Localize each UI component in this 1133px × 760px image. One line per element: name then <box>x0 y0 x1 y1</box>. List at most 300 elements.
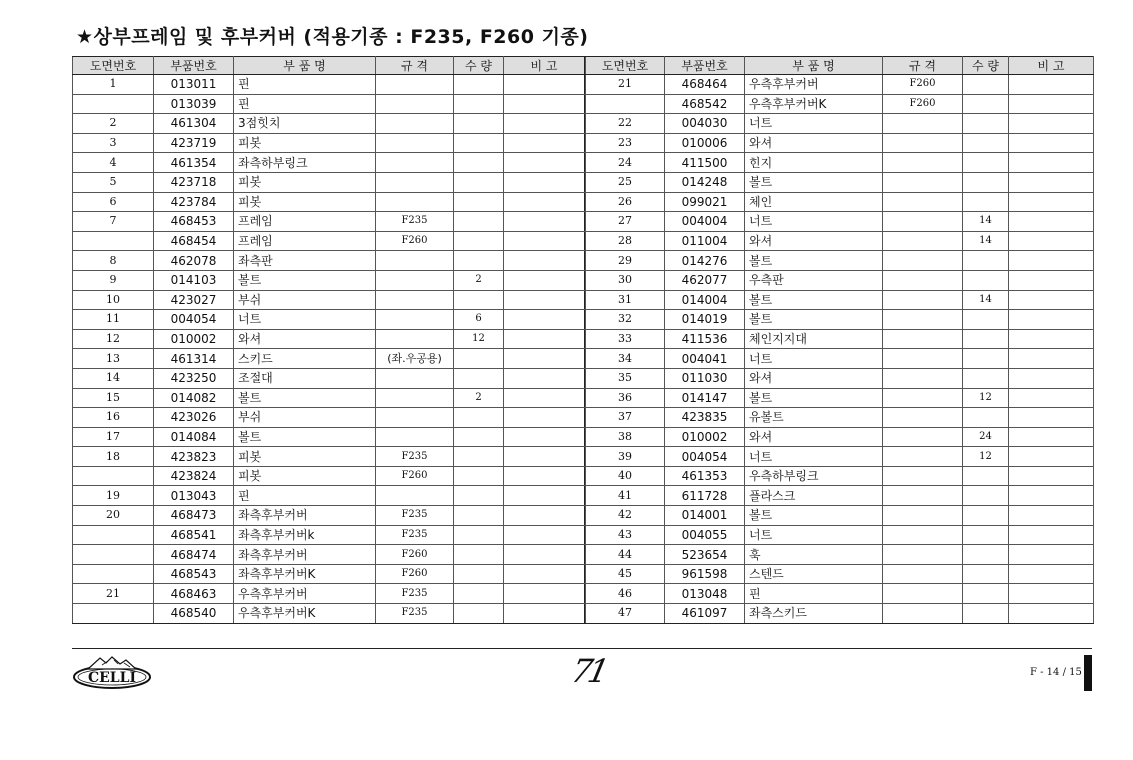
part-no-cell: 468454 <box>154 231 234 251</box>
part-no-cell: 011030 <box>665 368 745 388</box>
part-name-cell: 볼트 <box>745 506 883 526</box>
table-row <box>586 466 1094 486</box>
spec-cell: F235 <box>376 212 454 232</box>
drawing-no-cell: 16 <box>73 408 154 428</box>
footer-divider <box>72 648 1092 649</box>
part-no-cell: 423719 <box>154 133 234 153</box>
drawing-no-cell: 7 <box>73 212 154 232</box>
part-no-cell: 462077 <box>665 270 745 290</box>
remark-cell <box>504 75 585 95</box>
table-header-row <box>586 57 1094 75</box>
part-no-cell: 014248 <box>665 172 745 192</box>
spec-cell <box>883 310 963 330</box>
drawing-no-cell: 1 <box>73 75 154 95</box>
part-name-cell: 볼트 <box>745 388 883 408</box>
part-no-cell: 468473 <box>154 506 234 526</box>
drawing-no-cell: 40 <box>586 466 665 486</box>
remark-cell <box>1009 564 1094 584</box>
spec-cell <box>883 368 963 388</box>
qty-cell <box>963 506 1009 526</box>
part-no-cell: 014147 <box>665 388 745 408</box>
remark-cell <box>1009 368 1094 388</box>
drawing-no-cell <box>73 466 154 486</box>
remark-cell <box>1009 270 1094 290</box>
drawing-no-cell: 6 <box>73 192 154 212</box>
drawing-no-cell: 2 <box>73 114 154 134</box>
part-name-cell: 체인 <box>745 192 883 212</box>
table-row <box>73 584 585 604</box>
part-name-cell: 볼트 <box>745 172 883 192</box>
qty-cell <box>454 114 504 134</box>
part-name-cell: 플라스크 <box>745 486 883 506</box>
part-name-cell: 3점힛치 <box>234 114 376 134</box>
header-part-no: 부품번호 <box>154 57 234 75</box>
qty-cell <box>963 94 1009 114</box>
part-name-cell: 너트 <box>745 212 883 232</box>
qty-cell <box>454 466 504 486</box>
spec-cell <box>883 290 963 310</box>
spec-cell <box>883 545 963 565</box>
qty-cell <box>963 75 1009 95</box>
part-no-cell: 004055 <box>665 525 745 545</box>
qty-cell: 2 <box>454 270 504 290</box>
part-no-cell: 004054 <box>665 447 745 467</box>
table-row <box>586 329 1094 349</box>
remark-cell <box>504 525 585 545</box>
edge-bar <box>1084 655 1092 691</box>
spec-cell: F260 <box>376 466 454 486</box>
header-part-name: 부 품 명 <box>745 57 883 75</box>
table-row <box>73 133 585 153</box>
qty-cell <box>454 408 504 428</box>
part-no-cell: 462078 <box>154 251 234 271</box>
spec-cell <box>883 349 963 369</box>
page-title: ★상부프레임 및 후부커버 (적용기종 : F235, F260 기종) <box>76 26 589 48</box>
remark-cell <box>1009 172 1094 192</box>
drawing-no-cell: 47 <box>586 604 665 624</box>
drawing-no-cell: 10 <box>73 290 154 310</box>
parts-table-left-body <box>73 75 585 624</box>
qty-cell <box>454 75 504 95</box>
qty-cell <box>963 251 1009 271</box>
remark-cell <box>504 427 585 447</box>
spec-cell <box>883 564 963 584</box>
part-name-cell: 좌측후부커버K <box>234 564 376 584</box>
part-no-cell: 468464 <box>665 75 745 95</box>
qty-cell <box>454 212 504 232</box>
part-name-cell: 핀 <box>745 584 883 604</box>
table-row <box>73 486 585 506</box>
drawing-no-cell <box>586 94 665 114</box>
spec-cell <box>883 192 963 212</box>
remark-cell <box>504 153 585 173</box>
part-name-cell: 피봇 <box>234 172 376 192</box>
remark-cell <box>1009 153 1094 173</box>
spec-cell: F260 <box>376 545 454 565</box>
part-name-cell: 우측후부커버K <box>745 94 883 114</box>
spec-cell <box>376 192 454 212</box>
header-drawing-no: 도면번호 <box>73 57 154 75</box>
qty-cell: 14 <box>963 231 1009 251</box>
remark-cell <box>1009 212 1094 232</box>
header-spec: 규 격 <box>376 57 454 75</box>
part-name-cell: 와셔 <box>745 368 883 388</box>
drawing-no-cell: 20 <box>73 506 154 526</box>
part-name-cell: 너트 <box>745 349 883 369</box>
qty-cell: 6 <box>454 310 504 330</box>
part-name-cell: 볼트 <box>745 310 883 330</box>
remark-cell <box>504 329 585 349</box>
drawing-no-cell: 11 <box>73 310 154 330</box>
part-no-cell: 611728 <box>665 486 745 506</box>
part-name-cell: 너트 <box>745 114 883 134</box>
drawing-no-cell <box>73 94 154 114</box>
part-no-cell: 013011 <box>154 75 234 95</box>
qty-cell <box>454 447 504 467</box>
table-row <box>73 368 585 388</box>
part-no-cell: 011004 <box>665 231 745 251</box>
part-name-cell: 와셔 <box>234 329 376 349</box>
remark-cell <box>1009 545 1094 565</box>
drawing-no-cell: 13 <box>73 349 154 369</box>
header-qty: 수 량 <box>963 57 1009 75</box>
qty-cell: 2 <box>454 388 504 408</box>
part-name-cell: 좌측후부커버 <box>234 545 376 565</box>
drawing-no-cell: 37 <box>586 408 665 428</box>
table-row <box>73 604 585 624</box>
part-no-cell: 461353 <box>665 466 745 486</box>
drawing-no-cell <box>73 545 154 565</box>
page-number: F - 14 / 15 <box>1030 667 1082 678</box>
part-name-cell: 볼트 <box>745 251 883 271</box>
drawing-no-cell: 22 <box>586 114 665 134</box>
table-row <box>73 447 585 467</box>
drawing-no-cell: 19 <box>73 486 154 506</box>
qty-cell <box>963 545 1009 565</box>
drawing-no-cell: 25 <box>586 172 665 192</box>
drawing-no-cell <box>73 564 154 584</box>
qty-cell: 24 <box>963 427 1009 447</box>
spec-cell <box>376 368 454 388</box>
part-name-cell: 너트 <box>234 310 376 330</box>
spec-cell <box>883 270 963 290</box>
drawing-no-cell: 12 <box>73 329 154 349</box>
table-row <box>586 486 1094 506</box>
table-row <box>73 192 585 212</box>
part-no-cell: 468542 <box>665 94 745 114</box>
remark-cell <box>504 408 585 428</box>
table-row <box>586 75 1094 95</box>
drawing-no-cell: 29 <box>586 251 665 271</box>
qty-cell: 12 <box>454 329 504 349</box>
drawing-no-cell: 43 <box>586 525 665 545</box>
table-row <box>586 584 1094 604</box>
part-name-cell: 힌지 <box>745 153 883 173</box>
qty-cell <box>963 604 1009 624</box>
part-name-cell: 좌측스키드 <box>745 604 883 624</box>
part-no-cell: 010006 <box>665 133 745 153</box>
remark-cell <box>1009 506 1094 526</box>
header-remark: 비 고 <box>504 57 585 75</box>
spec-cell: F235 <box>376 506 454 526</box>
remark-cell <box>504 94 585 114</box>
table-row <box>586 94 1094 114</box>
part-no-cell: 423835 <box>665 408 745 428</box>
part-name-cell: 와셔 <box>745 427 883 447</box>
part-name-cell: 우측하부링크 <box>745 466 883 486</box>
drawing-no-cell: 18 <box>73 447 154 467</box>
table-row <box>586 564 1094 584</box>
spec-cell <box>376 251 454 271</box>
celli-logo-icon <box>72 655 152 689</box>
remark-cell <box>504 447 585 467</box>
table-header-row <box>73 57 585 75</box>
spec-cell <box>883 447 963 467</box>
part-no-cell: 423824 <box>154 466 234 486</box>
part-no-cell: 523654 <box>665 545 745 565</box>
spec-cell <box>376 427 454 447</box>
remark-cell <box>504 349 585 369</box>
part-name-cell: 피봇 <box>234 447 376 467</box>
part-no-cell: 461314 <box>154 349 234 369</box>
table-row <box>586 270 1094 290</box>
drawing-no-cell: 14 <box>73 368 154 388</box>
header-part-no: 부품번호 <box>665 57 745 75</box>
part-no-cell: 014019 <box>665 310 745 330</box>
qty-cell <box>963 564 1009 584</box>
spec-cell <box>376 114 454 134</box>
part-no-cell: 014084 <box>154 427 234 447</box>
table-row <box>586 349 1094 369</box>
part-no-cell: 010002 <box>665 427 745 447</box>
part-name-cell: 유볼트 <box>745 408 883 428</box>
handwritten-page-number: 71 <box>567 652 609 690</box>
drawing-no-cell: 41 <box>586 486 665 506</box>
qty-cell <box>454 427 504 447</box>
part-no-cell: 014103 <box>154 270 234 290</box>
qty-cell <box>963 584 1009 604</box>
drawing-no-cell: 23 <box>586 133 665 153</box>
spec-cell <box>376 290 454 310</box>
part-no-cell: 014082 <box>154 388 234 408</box>
qty-cell: 14 <box>963 212 1009 232</box>
drawing-no-cell: 28 <box>586 231 665 251</box>
remark-cell <box>504 466 585 486</box>
qty-cell <box>963 114 1009 134</box>
drawing-no-cell: 4 <box>73 153 154 173</box>
parts-table-right <box>585 56 1094 624</box>
remark-cell <box>504 114 585 134</box>
part-name-cell: 와셔 <box>745 231 883 251</box>
qty-cell <box>963 133 1009 153</box>
remark-cell <box>1009 388 1094 408</box>
qty-cell <box>963 525 1009 545</box>
part-no-cell: 423027 <box>154 290 234 310</box>
part-name-cell: 좌측후부커버k <box>234 525 376 545</box>
table-row <box>73 545 585 565</box>
spec-cell <box>376 172 454 192</box>
spec-cell <box>376 408 454 428</box>
part-name-cell: 너트 <box>745 525 883 545</box>
remark-cell <box>504 584 585 604</box>
spec-cell <box>883 427 963 447</box>
part-no-cell: 010002 <box>154 329 234 349</box>
remark-cell <box>1009 251 1094 271</box>
part-no-cell: 468453 <box>154 212 234 232</box>
remark-cell <box>504 388 585 408</box>
drawing-no-cell: 26 <box>586 192 665 212</box>
qty-cell <box>454 368 504 388</box>
table-row <box>586 231 1094 251</box>
part-no-cell: 014001 <box>665 506 745 526</box>
part-name-cell: 조절대 <box>234 368 376 388</box>
spec-cell <box>376 133 454 153</box>
qty-cell <box>963 270 1009 290</box>
spec-cell <box>883 114 963 134</box>
drawing-no-cell: 9 <box>73 270 154 290</box>
table-row <box>586 251 1094 271</box>
part-name-cell: 너트 <box>745 447 883 467</box>
remark-cell <box>1009 290 1094 310</box>
qty-cell <box>454 349 504 369</box>
qty-cell: 12 <box>963 388 1009 408</box>
header-spec: 규 격 <box>883 57 963 75</box>
part-no-cell: 468543 <box>154 564 234 584</box>
part-name-cell: 볼트 <box>234 427 376 447</box>
spec-cell <box>376 94 454 114</box>
qty-cell <box>454 564 504 584</box>
spec-cell <box>883 486 963 506</box>
table-row <box>73 466 585 486</box>
part-name-cell: 와셔 <box>745 133 883 153</box>
table-row <box>73 94 585 114</box>
spec-cell: F235 <box>376 604 454 624</box>
remark-cell <box>1009 584 1094 604</box>
remark-cell <box>1009 329 1094 349</box>
table-row <box>586 310 1094 330</box>
spec-cell <box>883 506 963 526</box>
spec-cell: F260 <box>376 231 454 251</box>
table-row <box>73 564 585 584</box>
drawing-no-cell <box>73 604 154 624</box>
part-no-cell: 423784 <box>154 192 234 212</box>
table-row <box>73 525 585 545</box>
remark-cell <box>504 486 585 506</box>
remark-cell <box>504 290 585 310</box>
spec-cell <box>883 212 963 232</box>
spec-cell <box>883 153 963 173</box>
drawing-no-cell <box>73 525 154 545</box>
drawing-no-cell: 8 <box>73 251 154 271</box>
drawing-no-cell: 33 <box>586 329 665 349</box>
qty-cell: 12 <box>963 447 1009 467</box>
remark-cell <box>1009 447 1094 467</box>
remark-cell <box>1009 75 1094 95</box>
remark-cell <box>1009 133 1094 153</box>
table-row <box>73 114 585 134</box>
part-name-cell: 우측후부커버K <box>234 604 376 624</box>
drawing-no-cell: 42 <box>586 506 665 526</box>
spec-cell: F260 <box>883 75 963 95</box>
part-name-cell: 스텐드 <box>745 564 883 584</box>
part-no-cell: 423718 <box>154 172 234 192</box>
parts-table-right-body <box>586 75 1094 624</box>
drawing-no-cell: 34 <box>586 349 665 369</box>
drawing-no-cell: 38 <box>586 427 665 447</box>
qty-cell <box>963 172 1009 192</box>
remark-cell <box>1009 408 1094 428</box>
qty-cell <box>454 486 504 506</box>
qty-cell <box>454 251 504 271</box>
part-no-cell: 461354 <box>154 153 234 173</box>
spec-cell: F235 <box>376 447 454 467</box>
drawing-no-cell: 5 <box>73 172 154 192</box>
table-row <box>586 153 1094 173</box>
remark-cell <box>504 368 585 388</box>
table-row <box>586 427 1094 447</box>
drawing-no-cell: 24 <box>586 153 665 173</box>
drawing-no-cell: 39 <box>586 447 665 467</box>
remark-cell <box>1009 486 1094 506</box>
table-row <box>586 506 1094 526</box>
part-no-cell: 099021 <box>665 192 745 212</box>
drawing-no-cell: 35 <box>586 368 665 388</box>
drawing-no-cell: 31 <box>586 290 665 310</box>
spec-cell <box>883 604 963 624</box>
qty-cell <box>963 408 1009 428</box>
remark-cell <box>504 545 585 565</box>
qty-cell <box>454 545 504 565</box>
remark-cell <box>1009 192 1094 212</box>
table-row <box>73 408 585 428</box>
remark-cell <box>504 172 585 192</box>
table-row <box>73 349 585 369</box>
qty-cell <box>963 329 1009 349</box>
remark-cell <box>504 270 585 290</box>
qty-cell <box>454 192 504 212</box>
remark-cell <box>504 251 585 271</box>
spec-cell <box>883 133 963 153</box>
qty-cell <box>454 94 504 114</box>
spec-cell: F235 <box>376 525 454 545</box>
qty-cell <box>963 486 1009 506</box>
qty-cell: 14 <box>963 290 1009 310</box>
qty-cell <box>454 584 504 604</box>
part-no-cell: 013043 <box>154 486 234 506</box>
spec-cell: F260 <box>883 94 963 114</box>
qty-cell <box>454 525 504 545</box>
table-row <box>586 133 1094 153</box>
qty-cell <box>963 192 1009 212</box>
remark-cell <box>504 133 585 153</box>
qty-cell <box>454 604 504 624</box>
drawing-no-cell: 21 <box>586 75 665 95</box>
remark-cell <box>504 192 585 212</box>
spec-cell <box>883 172 963 192</box>
spec-cell <box>883 525 963 545</box>
table-row <box>586 604 1094 624</box>
qty-cell <box>963 349 1009 369</box>
part-name-cell: 부쉬 <box>234 408 376 428</box>
table-row <box>586 447 1094 467</box>
spec-cell <box>883 251 963 271</box>
parts-table-left <box>72 56 585 624</box>
table-row <box>586 172 1094 192</box>
part-name-cell: 프레임 <box>234 231 376 251</box>
spec-cell <box>376 153 454 173</box>
part-no-cell: 004030 <box>665 114 745 134</box>
table-row <box>73 270 585 290</box>
